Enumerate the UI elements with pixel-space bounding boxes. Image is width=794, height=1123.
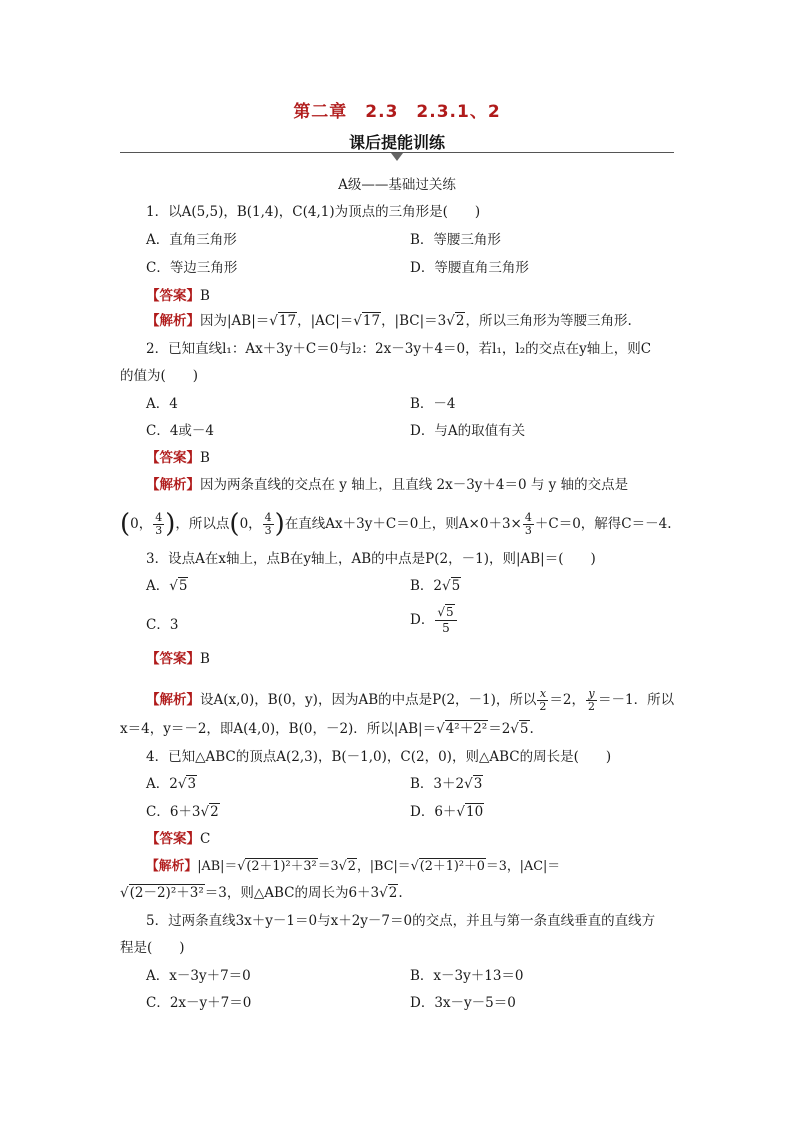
sqrt-symbol: √2 — [379, 885, 398, 901]
q3-analysis-text: . — [529, 721, 534, 737]
sqrt-symbol: √2 — [200, 804, 219, 820]
answer-label: 【答案】 — [146, 831, 200, 847]
numerator: 4 — [264, 511, 272, 524]
option-text: B．3＋2 — [410, 776, 465, 792]
sqrt-symbol: √17 — [353, 313, 381, 329]
sqrt-symbol: √10 — [456, 804, 484, 820]
radicand: 3 — [187, 776, 197, 792]
q4-analysis-text: ＝3 — [317, 859, 339, 874]
point-x: 0， — [130, 516, 153, 532]
q2-option-d: D．与A的取值有关 — [410, 423, 526, 439]
q3-analysis-text: ＝－1．所以 — [598, 692, 675, 708]
sqrt-symbol: √5 — [437, 605, 454, 619]
q1-answer-value: B — [200, 288, 210, 304]
radicand: 5 — [451, 578, 461, 594]
q2-analysis-text: ，所以点 — [175, 516, 230, 532]
q4-analysis-text: . — [398, 885, 403, 901]
denominator: 2 — [588, 700, 596, 713]
q2-analysis-text: 在直线Ax＋3y＋C＝0上，则A×0＋3× — [284, 516, 522, 532]
sqrt-symbol: √2 — [446, 313, 465, 329]
fraction — [435, 605, 456, 636]
radicand: 5 — [519, 721, 529, 737]
q2-answer-value: B — [200, 450, 210, 466]
q2-stem-line1: 2．已知直线l₁：Ax＋3y＋C＝0与l₂：2x－3y＋4＝0，若l₁，l₂的交点在y轴上，则C — [146, 341, 652, 357]
q1-analysis-text: 因为|AB|＝ — [200, 313, 270, 329]
q3-analysis-line2 — [120, 720, 534, 738]
triangle-marker-icon — [391, 153, 403, 161]
q4-analysis-text: |AB|＝ — [197, 859, 238, 874]
q2-option-a: A．4 — [146, 396, 178, 412]
q5-option-a: A．x－3y＋7＝0 — [146, 968, 251, 984]
q3-answer-value: B — [200, 651, 210, 667]
radicand: (2＋1)²＋3² — [246, 859, 317, 874]
q1-analysis-text: ，|BC|＝3 — [381, 313, 447, 329]
q1-option-b: B．等腰三角形 — [410, 232, 501, 248]
fraction — [153, 512, 164, 537]
q4-analysis-text: ＝3，|AC|＝ — [485, 859, 561, 874]
sqrt-symbol: √3 — [177, 776, 197, 792]
sqrt-symbol: √17 — [269, 313, 297, 329]
sqrt-symbol: √5 — [169, 578, 188, 594]
q1-analysis-text: ，|AC|＝ — [297, 313, 354, 329]
denominator: 3 — [155, 524, 163, 537]
fraction — [586, 688, 597, 713]
q4-option-c — [146, 803, 220, 821]
numerator — [435, 605, 456, 620]
q1-option-d: D．等腰直角三角形 — [410, 260, 529, 276]
q2-option-c: C．4或－4 — [146, 423, 215, 439]
radicand: 2 — [455, 313, 465, 329]
radicand: 2 — [388, 885, 398, 901]
analysis-label: 【解析】 — [146, 477, 200, 493]
radicand: 2 — [347, 859, 356, 874]
sqrt-symbol: √2 — [338, 859, 356, 874]
sqrt-symbol: √5 — [442, 578, 461, 594]
numerator: x — [539, 687, 547, 700]
radicand: (2＋1)²＋0 — [419, 859, 485, 874]
q3-option-b — [410, 577, 461, 595]
chapter-title: 第二章 2.3 2.3.1、2 — [293, 102, 501, 122]
q1-option-c: C．等边三角形 — [146, 260, 238, 276]
left-paren: ( — [120, 509, 131, 539]
q4-option-d — [410, 803, 484, 821]
q4-answer-value: C — [200, 831, 211, 847]
q1-stem: 1．以A(5,5)，B(1,4)，C(4,1)为顶点的三角形是( ) — [146, 204, 481, 220]
numerator: y — [588, 687, 595, 700]
fraction — [263, 512, 274, 537]
sqrt-symbol: √(2－2)²＋3² — [120, 885, 204, 901]
sqrt-symbol: √(2＋1)²＋0 — [410, 859, 485, 874]
numerator: 4 — [155, 511, 163, 524]
sqrt-symbol: √(2＋1)²＋3² — [237, 859, 317, 874]
q3-option-c: C．3 — [146, 617, 179, 633]
right-paren: ) — [165, 509, 176, 539]
q2-analysis-text: ＋C＝0，解得C＝－4. — [534, 516, 672, 532]
q5-option-d: D．3x－y－5＝0 — [410, 995, 516, 1011]
analysis-label: 【解析】 — [146, 859, 198, 874]
q4-answer — [146, 830, 210, 848]
sqrt-symbol: √4²＋2² — [436, 721, 488, 737]
radicand: 5 — [178, 578, 188, 594]
q5-stem-line2: 程是( ) — [120, 940, 185, 956]
page-subtitle: 课后提能训练 — [348, 133, 445, 152]
radicand: (2－2)²＋3² — [129, 885, 204, 901]
left-paren: ( — [229, 509, 240, 539]
q4-option-a — [146, 775, 197, 793]
q3-analysis-text: ＝2 — [488, 721, 511, 737]
radicand: 3 — [473, 776, 483, 792]
answer-label: 【答案】 — [146, 651, 200, 667]
q2-analysis-line1 — [146, 476, 628, 494]
radicand: 17 — [278, 313, 297, 329]
sqrt-symbol: √3 — [464, 776, 483, 792]
q2-analysis-line2 — [120, 509, 672, 539]
q2-analysis-text: 因为两条直线的交点在 y 轴上，且直线 2x－3y＋4＝0 与 y 轴的交点是 — [200, 477, 629, 493]
answer-label: 【答案】 — [146, 450, 200, 466]
fraction — [523, 512, 534, 537]
fraction — [537, 688, 548, 713]
q1-option-a: A．直角三角形 — [146, 232, 237, 248]
q3-stem: 3．设点A在x轴上，点B在y轴上，AB的中点是P(2，－1)，则|AB|＝( ) — [146, 551, 596, 567]
q1-answer — [146, 287, 210, 305]
radicand: 17 — [362, 313, 381, 329]
q4-analysis-line1 — [146, 858, 560, 876]
q1-analysis-text: ，所以三角形为等腰三角形. — [465, 313, 632, 329]
denominator: 2 — [539, 700, 547, 713]
analysis-label: 【解析】 — [146, 692, 200, 708]
radicand: 4²＋2² — [445, 721, 488, 737]
option-text: D．6＋ — [410, 804, 457, 820]
radicand: 5 — [445, 605, 454, 619]
section-heading: A级——基础过关练 — [338, 177, 456, 193]
q5-stem-line1: 5．过两条直线3x＋y－1＝0与x＋2y－7＝0的交点，并且与第一条直线垂直的直线方 — [146, 913, 656, 929]
radicand: 10 — [466, 804, 484, 820]
q3-option-d: D． $\frac{√5}{5}$ — [410, 605, 458, 636]
q4-option-b — [410, 775, 483, 793]
q5-option-b: B．x－3y＋13＝0 — [410, 968, 524, 984]
option-text: C．6＋3 — [146, 804, 201, 820]
radicand: 2 — [210, 804, 219, 820]
right-paren: ) — [274, 509, 285, 539]
denominator: 5 — [435, 620, 456, 636]
q4-analysis-text: ＝3，则△ABC的周长为6＋3 — [204, 885, 380, 901]
q4-analysis-line2 — [120, 884, 403, 902]
q3-analysis-text: 设A(x,0)，B(0，y)，因为AB的中点是P(2，－1)，所以 — [200, 692, 537, 708]
q3-analysis-text: x＝4，y＝－2，即A(4,0)，B(0，－2)．所以|AB|＝ — [120, 721, 437, 737]
q2-option-b: B．－4 — [410, 396, 456, 412]
q4-stem: 4．已知△ABC的顶点A(2,3)，B(－1,0)，C(2，0)，则△ABC的周长是( ) — [146, 749, 612, 765]
point-x: 0， — [239, 516, 262, 532]
q3-answer — [146, 650, 210, 668]
option-text: B．2 — [410, 578, 443, 594]
analysis-label: 【解析】 — [146, 313, 200, 329]
q4-analysis-text: ，|BC|＝ — [356, 859, 411, 874]
q5-option-c: C．2x－y＋7＝0 — [146, 995, 252, 1011]
sqrt-symbol: √5 — [510, 721, 529, 737]
answer-label: 【答案】 — [146, 288, 200, 304]
q3-analysis-text: ＝2， — [549, 692, 586, 708]
denominator: 3 — [264, 524, 272, 537]
q2-answer — [146, 449, 210, 467]
denominator: 3 — [524, 524, 532, 537]
q2-stem-line2: 的值为( ) — [120, 368, 199, 384]
option-text: A．2 — [146, 776, 178, 792]
q1-analysis — [146, 312, 632, 330]
q3-analysis-line1 — [146, 688, 674, 713]
q3-option-a: A．√5 — [146, 578, 188, 594]
numerator: 4 — [524, 511, 532, 524]
